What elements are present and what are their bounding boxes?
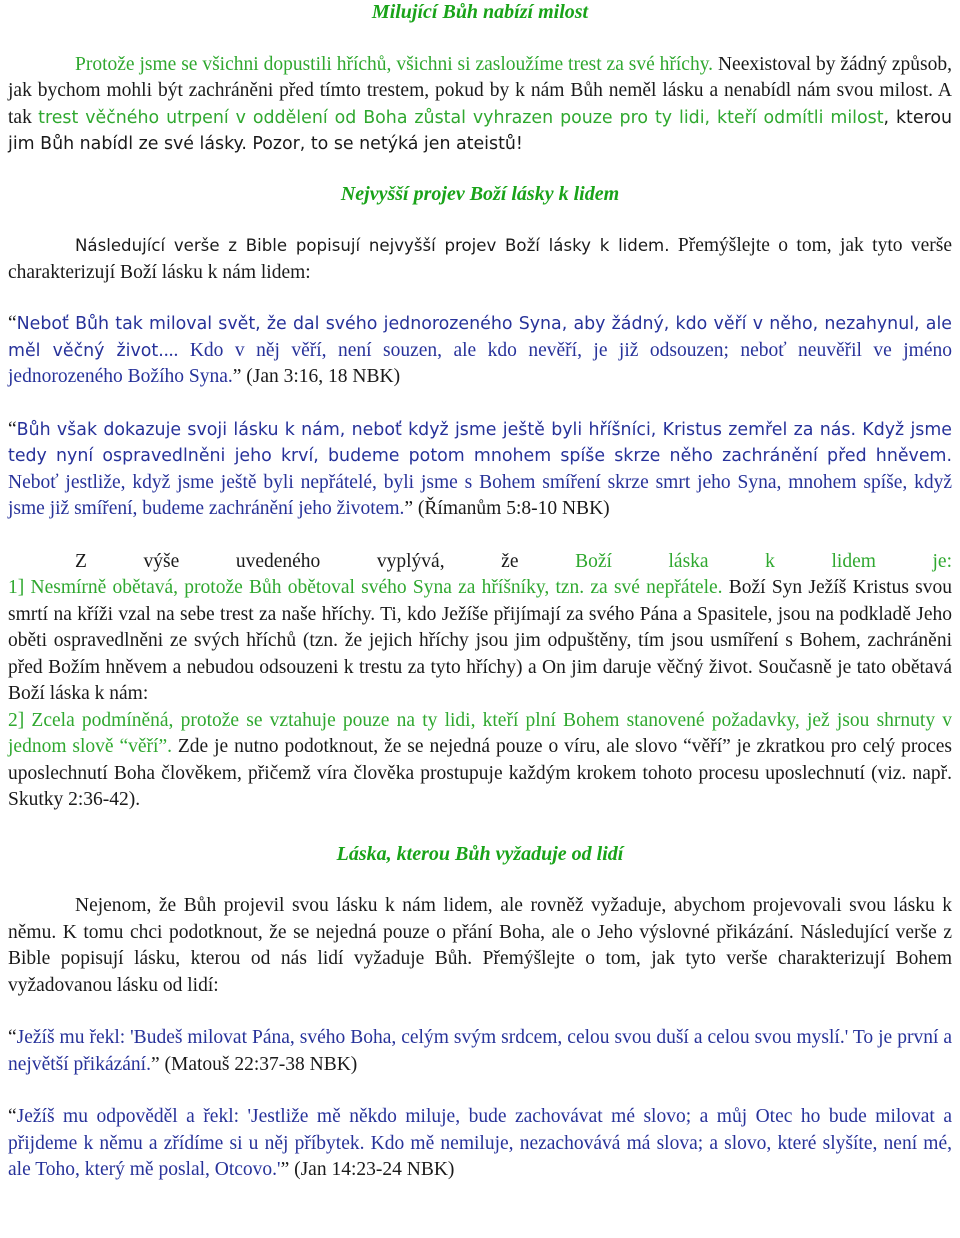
quote-open-2: “ xyxy=(8,418,17,440)
paragraph-grace xyxy=(8,52,952,158)
text-not-only-god: Nejenom, že Bůh projevil svou lásku k nám lidem, ale rovněž vyžaduje, abychom projevovali svou lásku k němu. K tomu chci podotknout, že se nejedná pouze o přání Boha, ale o Jeho výslovné přikázání. xyxy=(8,895,952,943)
verse-romans-text-a: Bůh však dokazuje svoji lásku k nám, neboť když jsme ještě byli hříšníci, Kristus zemřel za nás. Když jsme tedy nyní ospravedlněni jeho krví, budeme potom mnohem spíše skrze něho zachránění před hněvem. xyxy=(8,419,952,466)
verse-john-14 xyxy=(8,1104,952,1184)
text-point-1-sacrificial: 1] Nesmírně obětavá, protože Bůh obětoval svého Syna za hříšníky, tzn. za své nepřátele. xyxy=(8,577,723,598)
text-point-2-conditional: 2] Zcela podmíněná, protože se vztahuje pouze na ty lidi, kteří plní Bohem stanovené požadavky, jež jsou shrnuty v jednom slově “věří”. xyxy=(8,709,952,757)
heading-offers-grace: Milující Bůh nabízí milost xyxy=(371,1,589,23)
paragraph-point-1 xyxy=(8,575,952,708)
quote-open-4: “ xyxy=(8,1106,17,1127)
verse-john-3-16 xyxy=(8,311,952,391)
verse-matthew-reference: ” (Matouš 22:37-38 NBK) xyxy=(150,1053,358,1075)
text-not-only-atheists: , kterou jim Bůh nabídl ze své lásky. Pozor, to se netýká jen ateistů! xyxy=(8,107,953,154)
verse-john14-reference: ” (Jan 14:23-24 NBK) xyxy=(280,1159,455,1180)
text-verses-describe-required: Následující verše z Bible popisují lásku, kterou od nás lidí vyžaduje Bůh. Přemýšlejte o tom, jak tyto verše charakterizují Bohem vyžadovanou lásku od lidí: xyxy=(8,921,952,996)
text-no-way-saved: Neexistoval by žádný způsob, jak bychom mohli být zachráněni před tímto trestem, pokud by k nám Bůh neměl lásku a nenabídl nám svou milost. xyxy=(8,53,952,101)
text-think-about: Přemýšlejte o tom, jak tyto verše charakterizují Boží lásku k nám lidem: xyxy=(8,235,953,283)
verse-john-text-a: Neboť Bůh tak miloval svět, že dal svého jednorozeného Syna, aby žádný, kdo věří v něho, nezahynul, ale měl věčný život. xyxy=(8,314,952,361)
verse-john-text-b: ... Kdo v něj věří, není souzen, ale kdo nevěří, je již odsouzen; neboť neuvěřil ve jméno jednorozeného Božího Syna. xyxy=(8,339,952,387)
verse-matthew-text: Ježíš mu řekl: 'Budeš milovat Pána, svého Boha, celým svým srdcem, celou svou duší a celou svou myslí.' To je první a největší přikázání. xyxy=(8,1027,952,1075)
verse-romans-5 xyxy=(8,417,952,523)
quote-open-1: “ xyxy=(8,313,17,334)
verse-john14-text: Ježíš mu odpověděl a řekl: 'Jestliže mě někdo miluje, bude zachovávat mé slovo; a můj Otec ho bude milovat a přijdeme k němu a zřídíme si u něj příbytek. Kdo mě nemiluje, nezachovává má slova; a slovo, které slyšíte, není mé, ale Toho, který mě poslal, Otcovo.' xyxy=(8,1106,952,1180)
paragraph-love-intro xyxy=(8,233,952,286)
quote-open-3: “ xyxy=(8,1027,17,1048)
text-gods-love-is: Boží láska k lidem je: xyxy=(575,550,952,572)
heading-highest-love: Nejvyšší projev Boží lásky k lidem xyxy=(340,182,620,205)
text-and-so: A tak xyxy=(8,80,953,128)
verse-john-reference: ” (Jan 3:16, 18 NBK) xyxy=(232,366,401,387)
verse-romans-reference: ” (Římanům 5:8-10 NBK) xyxy=(404,498,610,519)
verse-romans-text-b: Neboť jestliže, když jsme ještě byli nepřátelé, byli jsme s Bohem smíření skrze smrt jeho Syna, mnohem spíše, když jsme již smíření, budeme zachránění jeho životem. xyxy=(8,471,952,519)
paragraph-point-2 xyxy=(8,708,952,814)
text-eternal-punishment: trest věčného utrpení v oddělení od Boha zůstal vyhrazen pouze pro ty lidi, kteří odmítli milost xyxy=(38,107,884,128)
verse-matthew-22 xyxy=(8,1025,952,1078)
text-all-sinned: Protože jsme se všichni dopustili hříchů, všichni si zasloužíme trest za své hříchy. xyxy=(75,53,714,75)
heading-love-required: Láska, kterou Bůh vyžaduje od lidí xyxy=(336,842,624,865)
paragraph-required-intro xyxy=(8,893,952,999)
paragraph-love-is xyxy=(8,549,952,576)
text-point-1-detail: Boží Syn Ježíš Kristus svou smrtí na kříži vzal na sebe trest za naše hříchy. Ti, kdo Ježíše přijímají za svého Pána a Spasitele, jsou na podkladě Jeho oběti ospravedlněni ze svých hříchů (tzn. že jejich hříchy jsou jim odpuštěny, tím jsou usmíření s Bohem, zachráněni před Božím hněvem a nebudou odsouzeni k trestu za tyto hříchy) a On jim daruje věčný život. Současně je tato obětavá Boží láska k nám: xyxy=(8,577,952,704)
text-from-above: Z výše uvedeného vyplývá, že xyxy=(75,550,576,572)
text-point-2-detail: Zde je nutno podotknout, že se nejedná pouze o víru, ale slovo “věří” je zkratkou pro celý proces uposlechnutí Boha člověkem, přičemž víra člověka prostupuje každým krokem tohoto procesu uposlechnutí (viz. např. Skutky 2:36-42). xyxy=(8,736,952,810)
text-verses-describe: Následující verše z Bible popisují nejvyšší projev Boží lásky k lidem. xyxy=(75,236,670,255)
